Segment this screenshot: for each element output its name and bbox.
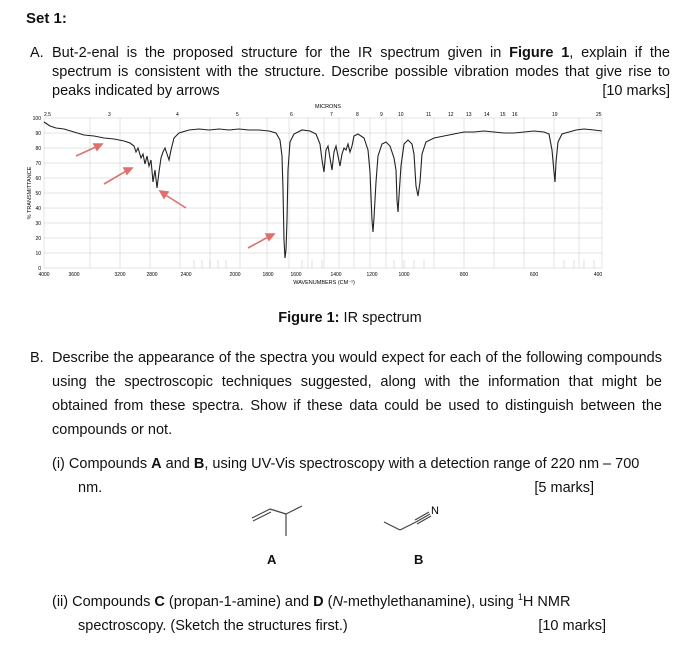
x-tick: 1800: [262, 272, 274, 278]
y-tick: 50: [35, 191, 41, 197]
figure-1-ref: Figure 1: [509, 45, 570, 61]
sub-i-text-1: Compounds: [64, 456, 152, 472]
question-a-text-1: But-2-enal is the proposed structure for the IR spectrum given in: [52, 45, 510, 61]
micron-tick: 7: [330, 112, 333, 118]
structure-a-bonds: [252, 506, 302, 536]
micron-tick: 16: [512, 112, 518, 118]
question-a-marks: [10 marks]: [602, 83, 670, 99]
structure-b-label: B: [414, 552, 424, 567]
question-a-body: [52, 44, 670, 101]
y-tick-labels: [33, 116, 42, 272]
micron-tick: 9: [380, 112, 383, 118]
y-tick: 80: [35, 146, 41, 152]
micron-tick: 13: [466, 112, 472, 118]
sub-i-marks: [5 marks]: [534, 480, 594, 496]
y-tick: 0: [38, 266, 41, 272]
x-tick: 3200: [114, 272, 126, 278]
spectrum-bottom-ticks: [194, 260, 594, 268]
sub-ii-text-3a: (: [323, 593, 333, 610]
x-tick: 2400: [180, 272, 192, 278]
ir-spectrum-figure: [24, 100, 610, 296]
micron-tick: 10: [398, 112, 404, 118]
micron-tick: 14: [484, 112, 490, 118]
arrow-3-head-icon: [160, 191, 168, 198]
sub-question-ii: [52, 585, 664, 638]
sub-i-compound-b: B: [193, 456, 205, 472]
y-tick: 90: [35, 131, 41, 137]
y-tick: 70: [35, 161, 41, 167]
sub-question-i: [52, 452, 664, 500]
x-tick: 1400: [330, 272, 342, 278]
structure-a: [246, 500, 306, 542]
spectrum-trace: [44, 122, 602, 258]
sub-question-i-line-1: [52, 452, 664, 476]
micron-tick: 5: [236, 112, 239, 118]
spectrum-microns-title: MICRONS: [315, 104, 341, 110]
x-tick: 4000: [38, 272, 50, 278]
spectrum-grid: [44, 118, 602, 268]
y-tick: 20: [35, 236, 41, 242]
y-tick: 100: [32, 116, 41, 122]
micron-tick: 19: [552, 112, 558, 118]
micron-tick: 15: [500, 112, 506, 118]
sub-ii-text-5: spectroscopy. (Sketch the structures first.): [78, 617, 348, 634]
micron-tick: 11: [426, 112, 432, 118]
structure-a-label: A: [267, 552, 277, 567]
x-tick-labels: [38, 272, 602, 278]
structure-b: [380, 500, 450, 536]
sub-i-number: (i): [52, 456, 65, 472]
set-title: Set 1:: [26, 10, 67, 27]
x-tick: 2800: [146, 272, 158, 278]
question-a-letter: A.: [30, 45, 44, 61]
spectrum-xlabel: WAVENUMBERS (CM⁻¹): [293, 280, 355, 286]
sub-ii-text-3b: -methylethanamine), using: [342, 593, 518, 610]
micron-tick-labels: [44, 112, 602, 118]
question-a-text-2: , explain if the spectrum is consistent with the structure. Describe possible vibration modes that give rise to peaks indicated by arrows: [52, 45, 670, 99]
arrow-1-icon: [76, 146, 98, 156]
micron-tick: 12: [448, 112, 454, 118]
micron-tick: 2.5: [44, 112, 51, 118]
question-b-text: Describe the appearance of the spectra you would expect for each of the following compounds using the spectroscopic techniques suggested, along with the information that might be obtained from these spectra. Show if these data could be used to distinguish between the compounds or not.: [52, 350, 662, 438]
question-b: [30, 346, 662, 442]
x-tick: 1000: [398, 272, 410, 278]
y-tick: 30: [35, 221, 41, 227]
figure-caption-bold: Figure 1:: [278, 310, 340, 326]
sub-ii-number: (ii): [52, 593, 69, 610]
sub-ii-compound-d: D: [313, 593, 324, 610]
sub-ii-text-1: Compounds: [68, 593, 155, 610]
question-a: [30, 44, 670, 101]
y-tick: 60: [35, 176, 41, 182]
micron-tick: 4: [176, 112, 179, 118]
sub-ii-text-4: H NMR: [522, 593, 571, 610]
structure-b-nitrogen: N: [431, 505, 439, 517]
x-tick: 400: [593, 272, 603, 278]
sub-question-ii-line-1: [52, 585, 664, 614]
x-tick: 600: [529, 272, 539, 278]
micron-tick: 6: [290, 112, 293, 118]
x-tick: 1600: [290, 272, 302, 278]
sub-ii-marks: [10 marks]: [538, 617, 606, 634]
sub-i-text-2: and: [161, 456, 194, 472]
sub-ii-superscript: 1: [517, 592, 523, 602]
x-tick: 1200: [366, 272, 378, 278]
y-tick: 10: [35, 251, 41, 257]
sub-question-ii-line-2: [78, 614, 664, 638]
sub-i-text-3: , using UV-Vis spectroscopy with a detection range of 220 nm – 700: [204, 456, 640, 472]
x-tick: 800: [459, 272, 469, 278]
arrow-2-head-icon: [124, 168, 132, 174]
x-tick: 2000: [229, 272, 241, 278]
micron-tick: 25: [596, 112, 602, 118]
sub-ii-n-italic: N: [332, 593, 343, 610]
arrow-2-icon: [104, 170, 128, 184]
micron-tick: 3: [108, 112, 111, 118]
figure-caption-text: IR spectrum: [339, 310, 422, 326]
sub-i-text-4: nm.: [78, 480, 103, 496]
micron-tick: 8: [356, 112, 359, 118]
sub-question-i-line-2: [78, 476, 664, 500]
sub-ii-compound-c: C: [154, 593, 165, 610]
question-b-letter: B.: [30, 350, 44, 366]
arrow-3-icon: [164, 194, 186, 208]
sub-i-compound-a: A: [151, 456, 162, 472]
spectrum-ylabel: % TRANSMITTANCE: [27, 166, 33, 220]
y-tick: 40: [35, 206, 41, 212]
figure-1-caption: [0, 310, 700, 326]
structure-b-bonds: [384, 512, 431, 530]
arrow-1-head-icon: [94, 144, 102, 150]
spectrum-arrows: [76, 144, 274, 248]
x-tick: 3600: [68, 272, 80, 278]
sub-ii-text-2: (propan-1-amine) and: [164, 593, 314, 610]
